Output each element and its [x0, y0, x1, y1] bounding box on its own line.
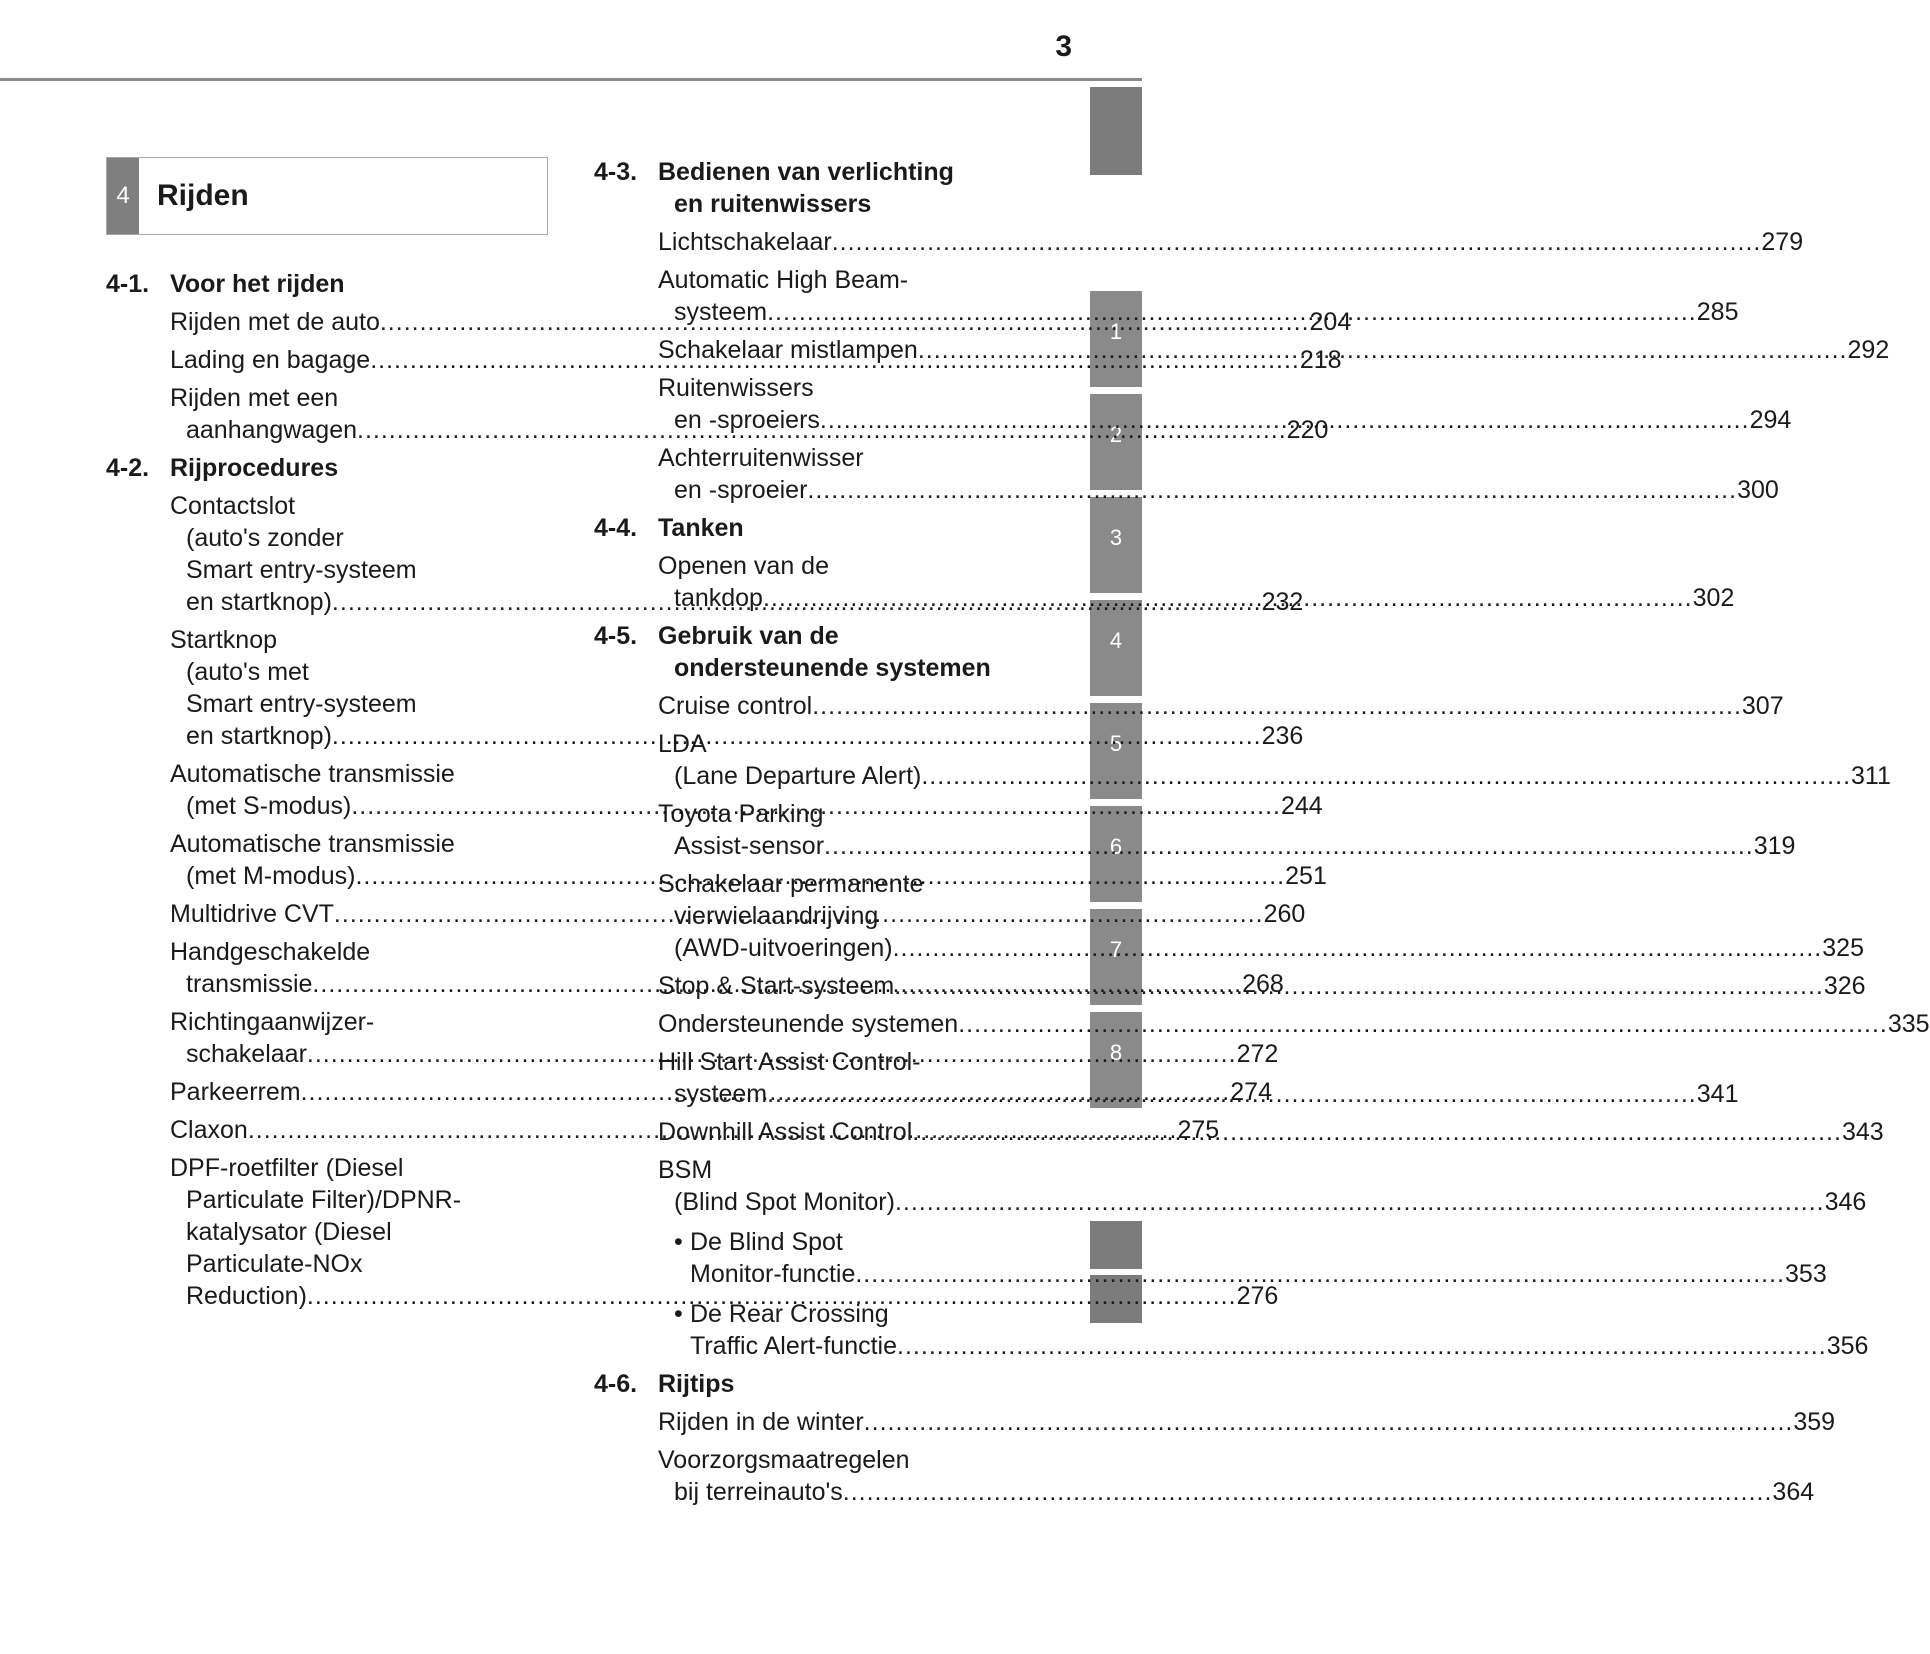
section-title-line: ondersteunende systemen — [674, 654, 991, 682]
toc-entry[interactable] — [658, 1008, 1930, 1040]
toc-entry-text: De Rear Crossing — [690, 1300, 889, 1328]
section-title-line: Rijtips — [658, 1370, 735, 1398]
section-heading[interactable] — [594, 156, 1020, 220]
toc-entry-line — [170, 1184, 532, 1216]
toc-entry-text: Contactslot — [170, 492, 296, 520]
toc-entry-text: Downhill Assist Control — [658, 1118, 913, 1146]
dot-leader — [843, 1478, 1773, 1506]
toc-page-number[interactable]: 218 — [1299, 346, 1342, 374]
toc-entry-line — [674, 1298, 1020, 1330]
dot-leader — [767, 1080, 1697, 1108]
toc-entry-text: BSM — [658, 1156, 713, 1184]
toc-entry-text: Openen van de — [658, 552, 829, 580]
toc-page-number[interactable]: 204 — [1309, 308, 1352, 336]
bullet-icon: • — [674, 1228, 683, 1256]
toc-entry-line — [674, 1330, 1869, 1362]
toc-entry-text: (met S-modus) — [186, 792, 352, 820]
toc-page-number[interactable]: 346 — [1824, 1188, 1867, 1216]
toc-page-number[interactable]: 275 — [1177, 1116, 1220, 1144]
toc-entry[interactable] — [658, 690, 1784, 722]
toc-entry[interactable] — [658, 442, 1779, 506]
toc-entry-text: (auto's zonder — [186, 524, 344, 552]
toc-entry-text: Reduction) — [186, 1282, 307, 1310]
toc-entry-line — [658, 932, 1864, 964]
toc-entry-line — [658, 830, 1796, 862]
toc-entry-line — [658, 474, 1779, 506]
toc-entry-text: en startknop) — [186, 722, 332, 750]
toc-entry-text: (Lane Departure Alert) — [674, 762, 922, 790]
toc-entry-text: schakelaar — [186, 1040, 307, 1068]
chapter-header — [106, 157, 548, 235]
toc-entry-line — [658, 226, 1804, 258]
toc-entry-text: Handgeschakelde — [170, 938, 371, 966]
toc-entry-line — [170, 1006, 532, 1038]
toc-entry-line — [658, 690, 1784, 722]
toc-page-number[interactable]: 279 — [1761, 228, 1804, 256]
toc-entry-line — [170, 758, 532, 790]
toc-entry-text: transmissie — [186, 970, 313, 998]
dot-leader — [832, 228, 1762, 256]
dot-leader — [958, 1010, 1888, 1038]
toc-entry-line — [658, 900, 1020, 932]
dot-leader — [855, 1258, 1785, 1290]
toc-entry-text: en -sproeier — [674, 476, 808, 504]
toc-entry-text: Traffic Alert-functie — [690, 1332, 898, 1360]
toc-entry-text: Particulate-NOx — [186, 1250, 363, 1278]
section-heading[interactable] — [106, 268, 532, 300]
dot-leader — [824, 832, 1754, 860]
section-number: 4-2. — [106, 454, 150, 482]
toc-entry-text: Stop & Start-systeem — [658, 972, 895, 1000]
toc-entry-line — [658, 1154, 1020, 1186]
toc-entry-line — [658, 264, 1020, 296]
toc-entry-text: Monitor-functie — [690, 1260, 856, 1288]
toc-entry-line — [170, 656, 532, 688]
section-heading[interactable] — [594, 620, 1020, 684]
toc-entry-line — [170, 554, 532, 586]
toc-page-number[interactable]: 302 — [1692, 584, 1735, 612]
dot-leader — [894, 972, 1824, 1000]
toc-sub-entry[interactable] — [674, 1226, 1827, 1290]
toc-entry-text: en -sproeiers — [674, 406, 820, 434]
bullet-icon: • — [674, 1300, 683, 1328]
toc-page-number[interactable]: 359 — [1793, 1408, 1836, 1436]
dot-leader — [864, 1408, 1794, 1436]
toc-page-number[interactable]: 364 — [1772, 1478, 1815, 1506]
toc-entry-text: Assist-sensor — [674, 832, 825, 860]
toc-entry-text: tankdop — [674, 584, 763, 612]
toc-page-number[interactable]: 300 — [1737, 476, 1779, 504]
toc-page-number[interactable]: 272 — [1236, 1040, 1279, 1068]
toc-entry-text: Ruitenwissers — [658, 374, 814, 402]
toc-entry-text: Hill Start Assist Control- — [658, 1048, 921, 1076]
section-title-line: Gebruik van de — [658, 622, 839, 650]
toc-page-number[interactable]: 260 — [1263, 900, 1306, 928]
dot-leader — [895, 1188, 1825, 1216]
toc-entry-line — [170, 1248, 532, 1280]
toc-entry-line — [170, 490, 532, 522]
toc-entry-text: Claxon — [170, 1116, 248, 1144]
toc-entry-line — [170, 382, 532, 414]
section-title-line: Rijprocedures — [170, 454, 339, 482]
toc-page-number[interactable]: 319 — [1753, 832, 1796, 860]
toc-entry-text: Smart entry-systeem — [186, 690, 417, 718]
toc-page-number[interactable]: 311 — [1851, 762, 1891, 790]
toc-entry-text: (auto's met — [186, 658, 309, 686]
side-tab-7[interactable]: 7 — [1090, 909, 1142, 1005]
toc-entry-text: (met M-modus) — [186, 862, 356, 890]
section-number: 4-3. — [594, 158, 638, 186]
toc-entry-text: DPF-roetfilter (Diesel — [170, 1154, 404, 1182]
toc-entry-text: katalysator (Diesel — [186, 1218, 392, 1246]
section-title — [170, 268, 532, 300]
chapter-number: 4 — [107, 158, 139, 234]
toc-entry-text: Smart entry-systeem — [186, 556, 417, 584]
toc-entry-text: Startknop — [170, 626, 278, 654]
toc-entry-text: Richtingaanwijzer- — [170, 1008, 375, 1036]
toc-page-number[interactable]: 244 — [1280, 792, 1323, 820]
section-title-line: Tanken — [658, 514, 744, 542]
toc-entry[interactable] — [658, 1444, 1815, 1508]
dot-leader — [807, 476, 1737, 504]
header-rule — [0, 78, 1142, 81]
toc-entry-line — [170, 688, 532, 720]
toc-entry-text: Voorzorgsmaatregelen — [658, 1446, 910, 1474]
toc-entry-text: Ondersteunende systemen — [658, 1010, 959, 1038]
toc-page-number[interactable]: 356 — [1826, 1332, 1869, 1360]
toc-page-number[interactable]: 307 — [1741, 692, 1784, 720]
toc-entry-line — [658, 760, 1891, 792]
toc-entry-line — [658, 372, 1020, 404]
toc-entry-line — [674, 1226, 1020, 1258]
toc-entry-text: bij terreinauto's — [674, 1478, 843, 1506]
toc-entry-line — [170, 1216, 532, 1248]
toc-entry-line — [658, 798, 1020, 830]
toc-entry-line — [658, 728, 1020, 760]
side-tab-5[interactable]: 5 — [1090, 703, 1142, 799]
toc-entry-text: Lading en bagage — [170, 346, 371, 374]
toc-page-number[interactable]: 220 — [1286, 416, 1329, 444]
dot-leader — [820, 406, 1750, 434]
toc-entry-line — [674, 1258, 1827, 1290]
toc-entry-text: systeem — [674, 298, 768, 326]
section-title-line: en ruitenwissers — [674, 190, 872, 218]
toc-entry-text: Automatic High Beam- — [658, 266, 909, 294]
dot-leader — [812, 692, 1742, 720]
toc-entry-line — [658, 1046, 1020, 1078]
section-number: 4-4. — [594, 514, 638, 542]
toc-page-number[interactable]: 285 — [1696, 298, 1739, 326]
page-number: 3 — [1055, 30, 1072, 63]
toc-entry-line — [658, 442, 1020, 474]
toc-entry-text: vierwielaandrijving — [674, 902, 879, 930]
dot-leader — [767, 298, 1697, 326]
section-number: 4-1. — [106, 270, 150, 298]
toc-entry-text: Achterruitenwisser — [658, 444, 864, 472]
dot-leader — [893, 934, 1823, 962]
toc-entry[interactable] — [658, 1406, 1836, 1438]
section-title-line: Bedienen van verlichting — [658, 158, 954, 186]
section-title — [658, 620, 1020, 684]
dot-leader — [912, 1118, 1842, 1146]
toc-page-number[interactable]: 341 — [1696, 1080, 1739, 1108]
toc-entry[interactable] — [658, 1154, 1867, 1218]
section-title — [658, 156, 1020, 220]
toc-entry-text: Multidrive CVT — [170, 900, 334, 928]
toc-page-number[interactable]: 326 — [1823, 972, 1866, 1000]
toc-entry-text: Automatische transmissie — [170, 760, 455, 788]
toc-sub-entry[interactable] — [674, 1298, 1869, 1362]
toc-page-number[interactable]: 343 — [1841, 1118, 1884, 1146]
toc-entry-text: Schakelaar mistlampen — [658, 336, 918, 364]
toc-entry-text: Rijden in de winter — [658, 1408, 864, 1436]
dot-leader — [763, 584, 1693, 612]
section-number: 4-5. — [594, 622, 638, 650]
section-title — [170, 452, 532, 484]
toc-entry-text: LDA — [658, 730, 707, 758]
toc-page-number[interactable]: 236 — [1261, 722, 1304, 750]
toc-entry-line — [170, 1280, 1279, 1312]
section-heading[interactable] — [106, 452, 532, 484]
side-tab-8[interactable]: 8 — [1090, 1012, 1142, 1108]
dot-leader — [921, 762, 1851, 790]
toc-page-number[interactable]: 274 — [1230, 1078, 1272, 1106]
toc-page-number[interactable]: 251 — [1285, 862, 1327, 890]
toc-entry-text: Lichtschakelaar — [658, 228, 832, 256]
toc-page-number[interactable]: 335 — [1887, 1010, 1930, 1038]
side-tab-top[interactable] — [1090, 87, 1142, 175]
toc-entry-text: Parkeerrem — [170, 1078, 301, 1106]
toc-page-number[interactable]: 353 — [1785, 1260, 1827, 1288]
toc-entry-line — [170, 1152, 532, 1184]
side-tab-2[interactable]: 2 — [1090, 394, 1142, 490]
section-heading[interactable] — [594, 512, 1020, 544]
side-tab-4[interactable]: 4 — [1090, 600, 1142, 696]
side-tab-6[interactable]: 6 — [1090, 806, 1142, 902]
toc-entry-text: Schakelaar permanente — [658, 870, 924, 898]
toc-entry-line — [170, 522, 532, 554]
section-title — [658, 1368, 1020, 1400]
toc-entry-line — [658, 1406, 1836, 1438]
toc-entry-line — [658, 1444, 1020, 1476]
toc-entry-line — [658, 1186, 1867, 1218]
toc-entry-text: systeem — [674, 1080, 768, 1108]
toc-entry-line — [658, 550, 1020, 582]
toc-entry-line — [658, 1008, 1930, 1040]
toc-entry-text: Cruise control — [658, 692, 813, 720]
toc-entry-text: Rijden met de auto — [170, 308, 380, 336]
section-number: 4-6. — [594, 1370, 638, 1398]
toc-page-number[interactable]: 294 — [1749, 406, 1792, 434]
section-title-line: Voor het rijden — [170, 270, 345, 298]
toc-entry-text: en startknop) — [186, 588, 332, 616]
toc-entry-line — [658, 1476, 1815, 1508]
toc-entry-text: aanhangwagen — [186, 416, 357, 444]
toc-entry-text: Particulate Filter)/DPNR- — [186, 1186, 462, 1214]
section-heading[interactable] — [594, 1368, 1020, 1400]
section-title — [658, 512, 1020, 544]
dot-leader — [918, 336, 1848, 364]
toc-page-number[interactable]: 325 — [1822, 934, 1864, 962]
toc-entry-line — [170, 936, 532, 968]
side-tab-3[interactable]: 3 — [1090, 497, 1142, 593]
toc-page-number[interactable]: 232 — [1261, 588, 1304, 616]
toc-entry-line — [170, 624, 532, 656]
toc-entry-text: Toyota Parking — [658, 800, 824, 828]
toc-entry-text: De Blind Spot — [690, 1228, 843, 1256]
toc-entry-text: (Blind Spot Monitor) — [674, 1188, 895, 1216]
toc-page-number[interactable]: 292 — [1847, 336, 1890, 364]
toc-entry[interactable] — [658, 226, 1804, 258]
toc-entry-text: Automatische transmissie — [170, 830, 455, 858]
side-tab-1[interactable]: 1 — [1090, 291, 1142, 387]
toc-entry-line — [658, 868, 1020, 900]
toc-entry-text: (AWD-uitvoeringen) — [674, 934, 893, 962]
dot-leader — [897, 1330, 1827, 1362]
toc-entry-text: Rijden met een — [170, 384, 339, 412]
chapter-title: Rijden — [157, 179, 249, 212]
toc-page-number[interactable]: 268 — [1242, 970, 1284, 998]
toc-page-number[interactable]: 276 — [1236, 1282, 1279, 1310]
toc-entry-line — [170, 828, 532, 860]
